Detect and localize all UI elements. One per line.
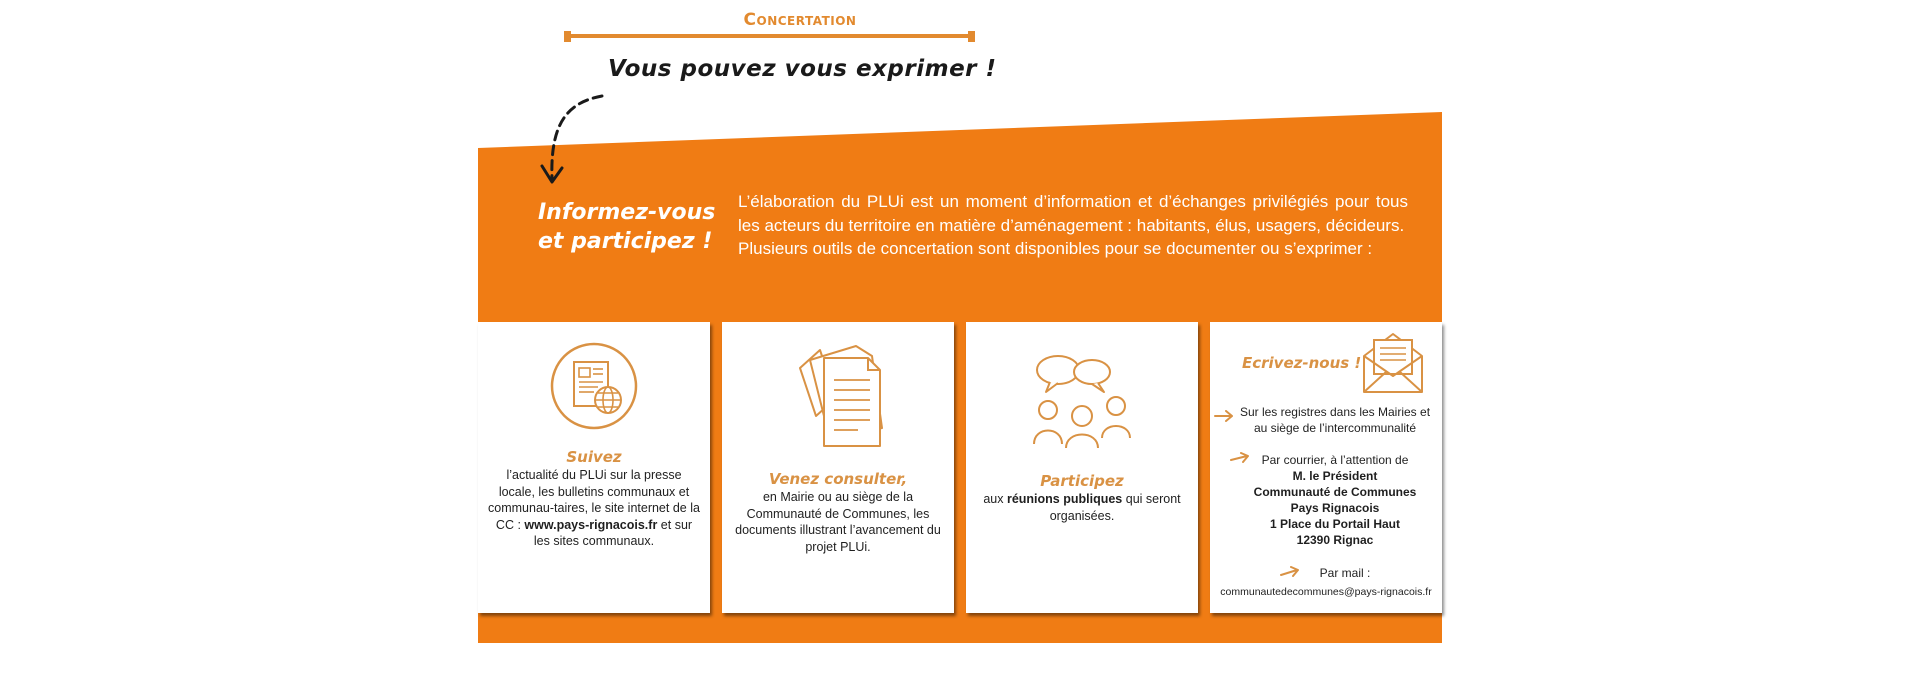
suivez-body: l’actualité du PLUi sur la presse locale, les bulletins communaux et communau-taires, le site internet de la CC :: [488, 468, 700, 532]
consulter-heading: Venez consulter,: [768, 470, 908, 488]
address-line-1: M. le Président: [1292, 469, 1378, 483]
documents-icon: [796, 342, 890, 450]
news-globe-icon: [548, 340, 640, 432]
underline-cap-left: [564, 31, 571, 42]
suivez-website-link[interactable]: www.pays-rignacois.fr: [524, 517, 658, 532]
band-title-line2: et participez !: [538, 229, 713, 254]
mail-intro: Par mail :: [1319, 566, 1371, 580]
ecrivez-courrier: [1240, 452, 1430, 548]
participez-bold: réunions publiques: [1006, 492, 1123, 506]
card-suivez: [478, 322, 710, 613]
card-ecrivez: [1210, 322, 1442, 613]
address-line-3: Pays Rignacois: [1290, 501, 1380, 515]
tagline: Vous pouvez vous exprimer !: [608, 56, 997, 82]
arrow-icon: [1280, 566, 1300, 578]
intro-text: [738, 190, 1408, 261]
address-line-2: Communauté de Communes: [1253, 485, 1417, 499]
address-line-4: 1 Place du Portail Haut: [1269, 517, 1401, 531]
dashed-arrow-icon: [530, 90, 610, 190]
suivez-heading: Suivez: [566, 448, 622, 466]
band-title: [538, 198, 718, 256]
participez-body: aux: [983, 492, 1004, 506]
arrow-icon: [1214, 410, 1234, 422]
participez-body-end: qui seront organisées.: [1049, 492, 1181, 523]
card-consulter: [722, 322, 954, 613]
intro-paragraph-2: Plusieurs outils de concertation sont disponibles pour se documenter ou s’exprimer :: [738, 239, 1373, 258]
email-link[interactable]: communautedecommunes@pays-rignacois.fr: [1220, 586, 1432, 598]
section-title: Concertation: [743, 10, 857, 30]
title-underline: [566, 34, 974, 38]
card-participez: [966, 322, 1198, 613]
ecrivez-registres: Sur les registres dans les Mairies et au siège de l’intercommunalité: [1239, 405, 1431, 435]
courrier-intro: Par courrier, à l’attention de: [1261, 453, 1409, 467]
ecrivez-heading: Ecrivez-nous !: [1242, 354, 1362, 372]
underline-cap-right: [968, 31, 975, 42]
address-line-5: 12390 Rignac: [1296, 533, 1374, 547]
suivez-text: [488, 448, 700, 550]
suivez-body-end: et sur les sites communaux.: [533, 517, 693, 548]
band-title-line1: Informez-vous: [538, 200, 716, 225]
participez-heading: Participez: [1040, 472, 1124, 490]
participez-text: [976, 472, 1188, 524]
envelope-icon: [1360, 330, 1426, 396]
intro-paragraph-1: L’élaboration du PLUi est un moment d’information et d’échanges privilégiés pour tous les acteurs du territoire en matière d’aménagement : habitants, élus, usagers, décideurs.: [738, 192, 1408, 235]
consulter-text: [732, 470, 944, 555]
people-speech-icon: [1032, 352, 1136, 448]
consulter-body: en Mairie ou au siège de la Communauté de Communes, les documents illustrant l’avancement du projet PLUi.: [735, 490, 941, 554]
